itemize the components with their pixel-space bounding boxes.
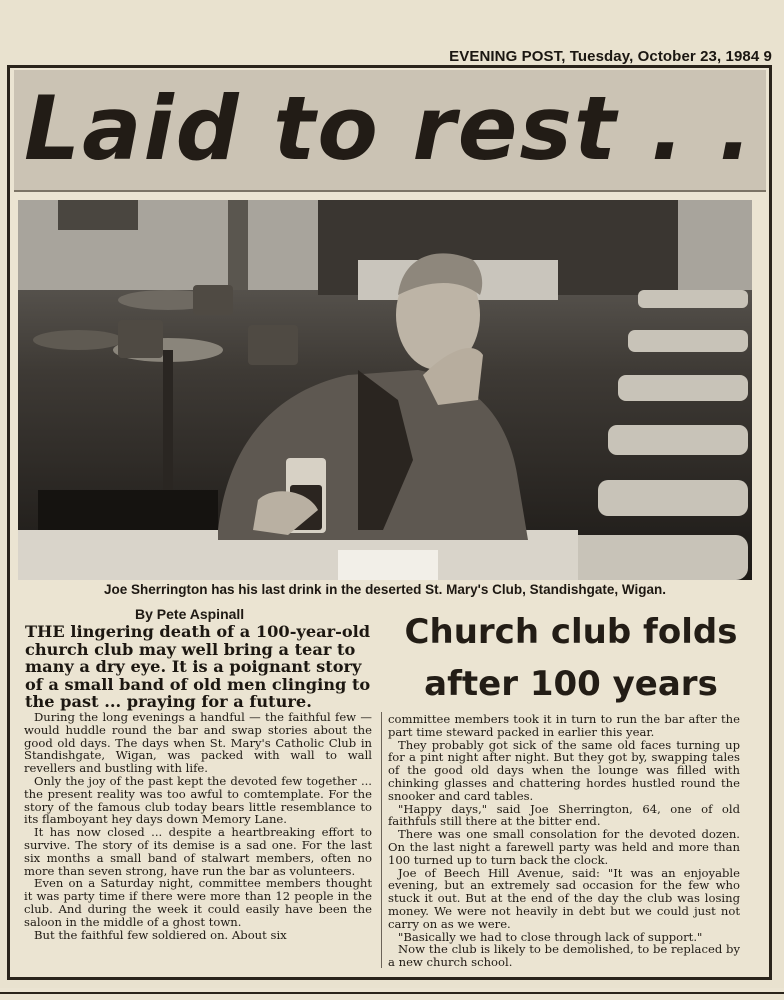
body-paragraph: They probably got sick of the same old faces turning up for a pint night after night. But they got by, swapping tales of the good old days when the lounge was filled with chinking glasses and chattering hordes hustled round the snooker and card tables. <box>388 737 740 803</box>
body-paragraph: During the long evenings a handful — the faithful few — would huddle round the bar and swap stories about the good old days. The days when St. Mary's Catholic Club in Standishgate, Wigan, was packed with wall to wall revellers and bustling with life. <box>24 710 372 776</box>
body-paragraph: Only the joy of the past kept the devoted few together ... the present reality was too awful to comtemplate. For the story of the famous club today bears little resemblance to its flamboyant hey days down Memory Lane. <box>24 773 372 827</box>
body-paragraph: But the faithful few soldiered on. About six <box>34 927 287 942</box>
body-paragraph: Now the club is likely to be demolished, to be replaced by a new church school. <box>388 942 740 970</box>
byline: By Pete Aspinall <box>135 606 245 622</box>
body-paragraph: Joe of Beech Hill Avenue, said: "It was an enjoyable evening, but an extremely sad occasion for the few who stuck it out. But at the end of the day the club was losing money. We were not heavily in debt but we could just not carry on as we were. <box>388 865 740 931</box>
lead-paragraph: THE lingering death of a 100-year-old church club may well bring a tear to many a dry eye. It is a poignant story of a small band of old men clinging to the past ... praying for a future. <box>25 622 371 712</box>
body-paragraph: It has now closed ... despite a heartbreaking effort to survive. The story of its demise is a sad one. For the last six months a small band of stalwart members, often no more than seven strong, have run the bar as volunteers. <box>24 825 372 878</box>
right-column <box>388 713 740 969</box>
body-paragraph: Even on a Saturday night, committee members thought it was party time if there were more than 12 people in the club. And during the week it could easily have been the saloon in the middle of a ghost town. <box>24 876 372 929</box>
masthead: EVENING POST, Tuesday, October 23, 1984 9 <box>449 48 772 65</box>
banner-title: Laid to rest . . <box>24 77 755 180</box>
headline-line-2: after 100 years <box>424 664 718 704</box>
body-paragraph: "Happy days," said Joe Sherrington, 64, one of old faithfuls still there at the bitter end. <box>388 801 740 829</box>
left-column <box>24 711 372 941</box>
body-paragraph: "Basically we had to close through lack of support." <box>398 929 703 944</box>
headline <box>385 606 757 710</box>
column-divider <box>381 712 382 968</box>
club-photo <box>18 200 752 580</box>
page-bottom-rule <box>0 988 784 1000</box>
headline-line-1: Church club folds <box>404 612 738 652</box>
photo-caption: Joe Sherrington has his last drink in the deserted St. Mary's Club, Standishgate, Wigan. <box>104 582 666 597</box>
body-paragraph: There was one small consolation for the devoted dozen. On the last night a farewell party was held and more than 100 turned up to turn back the clock. <box>388 827 740 867</box>
body-paragraph: committee members took it in turn to run the bar after the part time steward packed in earlier this year. <box>388 712 740 739</box>
